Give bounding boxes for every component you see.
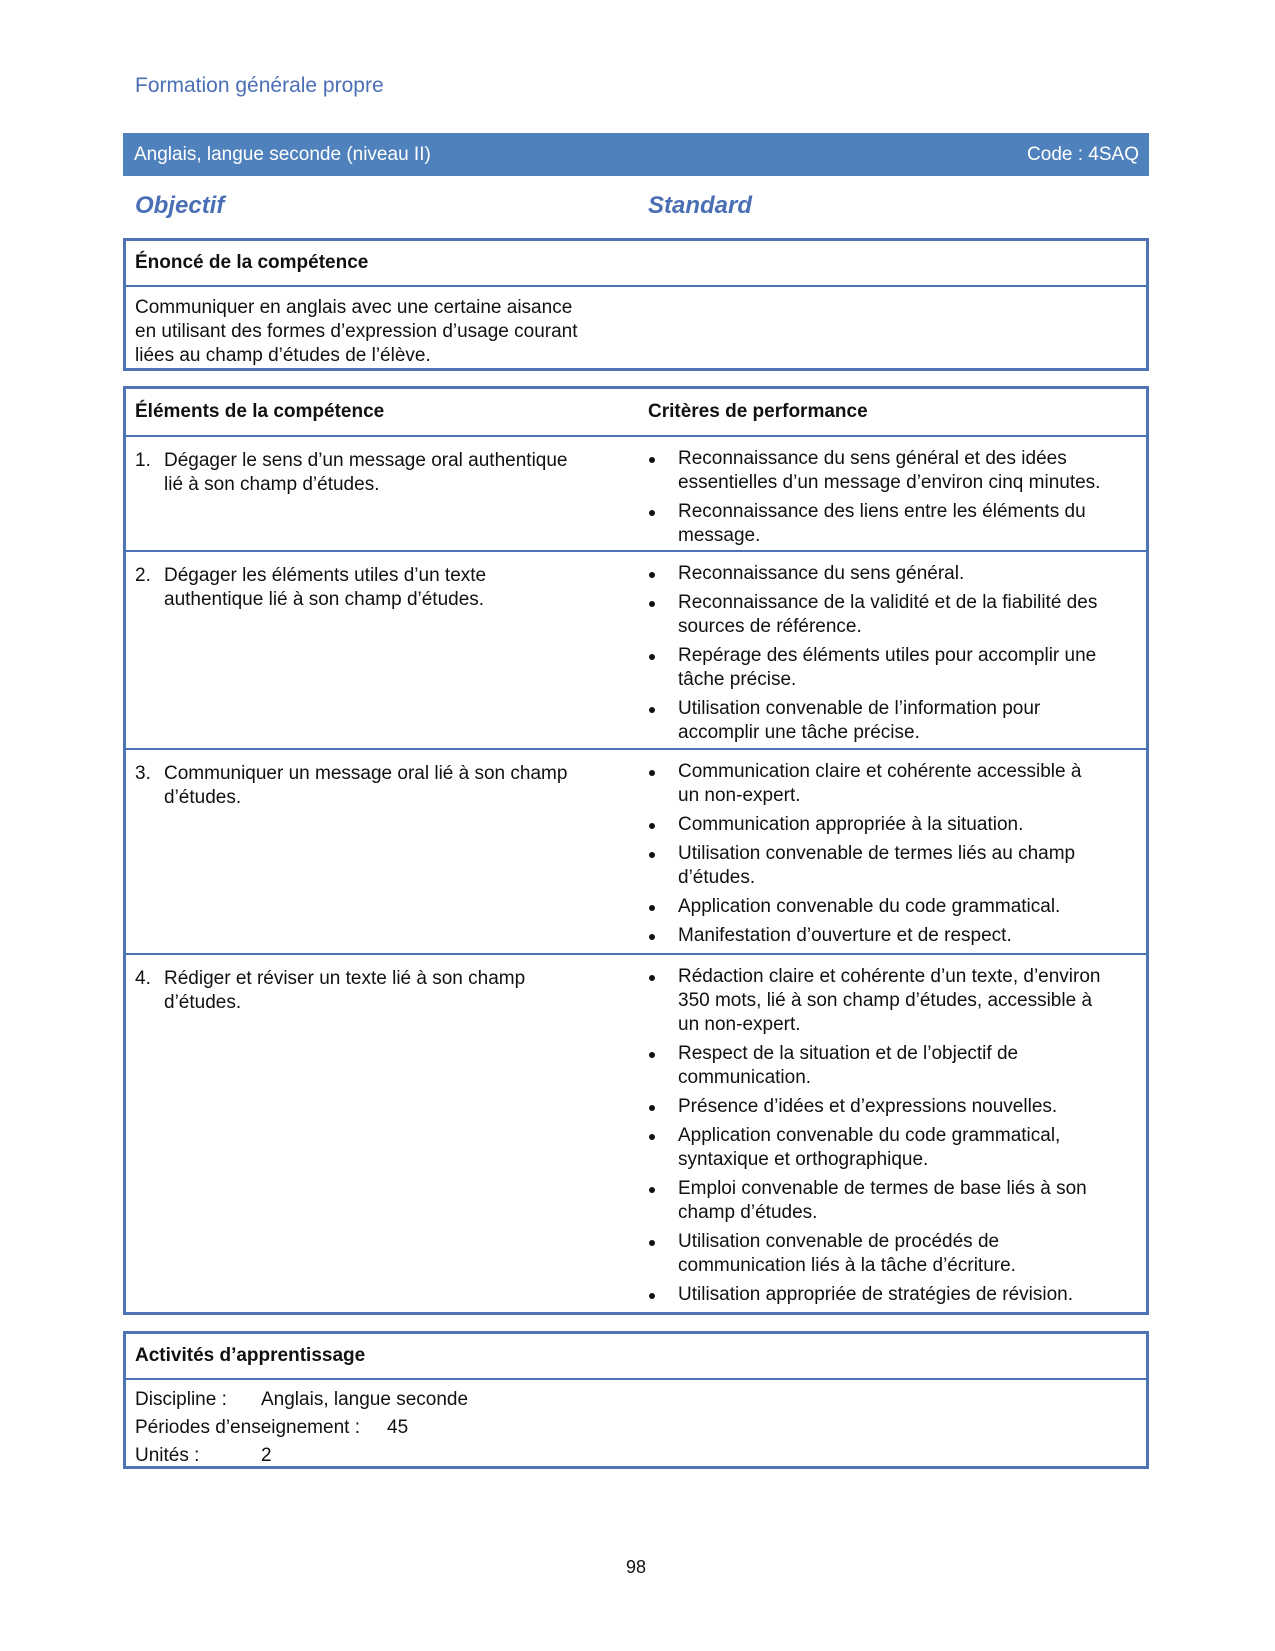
- element-number: 3.: [135, 763, 151, 784]
- criterion-text-line: 350 mots, lié à son champ d’études, accessible à: [678, 990, 1093, 1011]
- criterion-item: [648, 1095, 1138, 1119]
- course-header-bar: [123, 133, 1149, 176]
- table-row: [126, 750, 1146, 955]
- learning-activities-details: [126, 1380, 1146, 1470]
- element-number: 4.: [135, 968, 151, 989]
- bullet-icon: [649, 934, 655, 940]
- criteria-list: [648, 562, 1138, 750]
- criterion-text-line: Manifestation d’ouverture et de respect.: [678, 925, 1012, 946]
- criterion-text-line: Reconnaissance du sens général.: [678, 563, 965, 584]
- competence-element: [135, 449, 615, 497]
- criterion-text-line: Repérage des éléments utiles pour accomplir une: [678, 645, 1097, 666]
- criterion-text-line: Communication claire et cohérente accessible à: [678, 761, 1082, 782]
- criterion-item: [648, 813, 1138, 837]
- units-value: 2: [261, 1445, 272, 1466]
- criterion-text-line: Respect de la situation et de l’objectif de: [678, 1043, 1019, 1064]
- competence-element: [135, 564, 615, 612]
- criterion-text-line: Application convenable du code grammatical,: [678, 1125, 1061, 1146]
- element-number: 2.: [135, 565, 151, 586]
- competence-statement-box: [123, 238, 1149, 371]
- criterion-text-line: accomplir une tâche précise.: [678, 722, 920, 743]
- criterion-text-line: Utilisation convenable de l’information pour: [678, 698, 1041, 719]
- element-text-line: Dégager les éléments utiles d’un texte: [164, 565, 487, 586]
- element-text-line: Rédiger et réviser un texte lié à son champ: [164, 968, 526, 989]
- criterion-text-line: Utilisation appropriée de stratégies de révision.: [678, 1284, 1073, 1305]
- statement-line: Communiquer en anglais avec une certaine aisance: [135, 297, 573, 318]
- criterion-item: [648, 924, 1138, 948]
- bullet-icon: [649, 707, 655, 713]
- learning-activities-box: [123, 1331, 1149, 1469]
- discipline-value: Anglais, langue seconde: [261, 1389, 469, 1410]
- bullet-icon: [649, 852, 655, 858]
- criterion-item: [648, 644, 1138, 692]
- bullet-icon: [649, 1052, 655, 1058]
- criterion-item: [648, 1230, 1138, 1278]
- element-text-line: Communiquer un message oral lié à son champ: [164, 763, 568, 784]
- criterion-text-line: un non-expert.: [678, 785, 801, 806]
- standard-label: Standard: [648, 192, 753, 219]
- criterion-text-line: communication.: [678, 1067, 812, 1088]
- table-row: [126, 437, 1146, 552]
- bullet-icon: [649, 905, 655, 911]
- statement-line: liées au champ d’études de l’élève.: [135, 345, 431, 366]
- program-label: Formation générale propre: [135, 74, 384, 97]
- competence-statement-text: [126, 287, 655, 368]
- criterion-item: [648, 760, 1138, 808]
- criterion-text-line: communication liés à la tâche d’écriture.: [678, 1255, 1016, 1276]
- discipline-label: Discipline :: [135, 1389, 227, 1410]
- bullet-icon: [649, 654, 655, 660]
- elements-column-header: Éléments de la compétence: [135, 401, 385, 422]
- bullet-icon: [649, 1293, 655, 1299]
- competence-statement-title: Énoncé de la compétence: [126, 241, 1146, 287]
- criterion-text-line: tâche précise.: [678, 669, 797, 690]
- criterion-text-line: Application convenable du code grammatical.: [678, 896, 1061, 917]
- criterion-text-line: Rédaction claire et cohérente d’un texte, d’environ: [678, 966, 1101, 987]
- course-title: Anglais, langue seconde (niveau II): [134, 143, 431, 165]
- bullet-icon: [649, 510, 655, 516]
- criterion-item: [648, 1177, 1138, 1225]
- criterion-text-line: champ d’études.: [678, 1202, 818, 1223]
- criterion-item: [648, 562, 1138, 586]
- criterion-item: [648, 895, 1138, 919]
- criterion-item: [648, 447, 1138, 495]
- bullet-icon: [649, 572, 655, 578]
- criterion-text-line: Présence d’idées et d’expressions nouvelles.: [678, 1096, 1058, 1117]
- criterion-text-line: essentielles d’un message d’environ cinq minutes.: [678, 472, 1101, 493]
- units-line: [135, 1442, 1146, 1470]
- criterion-item: [648, 1283, 1138, 1307]
- learning-activities-title: Activités d’apprentissage: [126, 1334, 1146, 1380]
- bullet-icon: [649, 770, 655, 776]
- table-body: [126, 437, 1146, 1312]
- bullet-icon: [649, 1134, 655, 1140]
- elements-criteria-table: [123, 386, 1149, 1315]
- periods-value: 45: [387, 1417, 409, 1438]
- bullet-icon: [649, 823, 655, 829]
- element-text-line: lié à son champ d’études.: [164, 474, 380, 495]
- competence-element: [135, 967, 615, 1015]
- statement-line: en utilisant des formes d’expression d’usage courant: [135, 321, 578, 342]
- criterion-text-line: syntaxique et orthographique.: [678, 1149, 929, 1170]
- criterion-item: [648, 965, 1138, 1037]
- criterion-text-line: Emploi convenable de termes de base liés à son: [678, 1178, 1087, 1199]
- element-text-line: Dégager le sens d’un message oral authentique: [164, 450, 568, 471]
- criteria-list: [648, 447, 1138, 553]
- element-text-line: d’études.: [164, 992, 242, 1013]
- bullet-icon: [649, 1240, 655, 1246]
- criterion-item: [648, 1042, 1138, 1090]
- criterion-text-line: d’études.: [678, 867, 756, 888]
- periods-label: Périodes d’enseignement :: [135, 1417, 360, 1438]
- criteria-list: [648, 760, 1138, 953]
- element-text-line: authentique lié à son champ d’études.: [164, 589, 485, 610]
- discipline-line: [135, 1386, 1146, 1414]
- course-code: Code : 4SAQ: [1027, 143, 1139, 165]
- bullet-icon: [649, 1187, 655, 1193]
- page-number: 98: [626, 1557, 647, 1577]
- criterion-text-line: Utilisation convenable de termes liés au champ: [678, 843, 1076, 864]
- competence-element: [135, 762, 615, 810]
- periods-line: [135, 1414, 1146, 1442]
- table-row: [126, 552, 1146, 750]
- criterion-text-line: sources de référence.: [678, 616, 862, 637]
- table-row: [126, 955, 1146, 1312]
- criterion-item: [648, 591, 1138, 639]
- bullet-icon: [649, 1105, 655, 1111]
- bullet-icon: [649, 975, 655, 981]
- table-header-row: [126, 389, 1146, 437]
- criterion-text-line: Communication appropriée à la situation.: [678, 814, 1024, 835]
- criterion-text-line: Reconnaissance du sens général et des idées: [678, 448, 1067, 469]
- criterion-text-line: un non-expert.: [678, 1014, 801, 1035]
- criteria-column-header: Critères de performance: [648, 401, 868, 422]
- units-label: Unités :: [135, 1445, 200, 1466]
- criterion-item: [648, 842, 1138, 890]
- element-text-line: d’études.: [164, 787, 242, 808]
- criteria-list: [648, 965, 1138, 1312]
- element-number: 1.: [135, 450, 151, 471]
- bullet-icon: [649, 601, 655, 607]
- criterion-text-line: Utilisation convenable de procédés de: [678, 1231, 1000, 1252]
- objectif-label: Objectif: [135, 192, 225, 219]
- criterion-text-line: message.: [678, 525, 761, 546]
- criterion-item: [648, 1124, 1138, 1172]
- criterion-item: [648, 500, 1138, 548]
- criterion-text-line: Reconnaissance des liens entre les éléments du: [678, 501, 1086, 522]
- objective-standard-row: [135, 192, 755, 222]
- bullet-icon: [649, 457, 655, 463]
- criterion-item: [648, 697, 1138, 745]
- criterion-text-line: Reconnaissance de la validité et de la fiabilité des: [678, 592, 1098, 613]
